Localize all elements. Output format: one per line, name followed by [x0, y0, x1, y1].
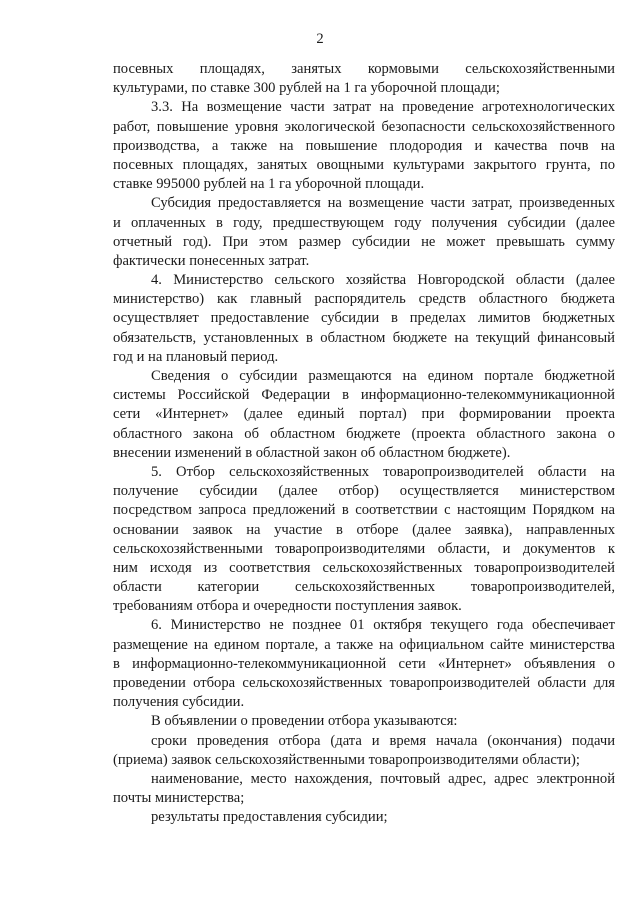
paragraph-p-5	[113, 463, 615, 617]
paragraph-p-terms	[113, 732, 615, 770]
text-line: требованиям отбора и очередности поступления заявок.	[113, 598, 462, 615]
paragraph-p-cont-3-2	[113, 60, 615, 98]
paragraph-p-announce	[113, 712, 615, 731]
text-line: 5. Отбор сельскохозяйственных товаропроизводителей области на	[151, 463, 615, 480]
text-line: работ, повышение уровня экологической безопасности сельскохозяйственного	[113, 118, 615, 135]
text-line: (приема) заявок сельскохозяйственными товаропроизводителями области);	[113, 751, 580, 768]
text-line: культурами, по ставке 300 рублей на 1 га уборочной площади;	[113, 80, 500, 97]
text-line: ставке 995000 рублей на 1 га уборочной площади.	[113, 176, 425, 193]
text-line: проведении отбора сельскохозяйственных товаропроизводителей области для	[113, 675, 615, 691]
text-line: сети «Интернет» (далее единый портал) при формировании проекта	[113, 406, 615, 423]
text-line: размещение на едином портале, а также на официальном сайте министерства	[113, 636, 615, 653]
text-line: министерство) как главный распорядитель средств областного бюджета	[113, 291, 615, 308]
text-line: 3.3. На возмещение части затрат на проведение агротехнологических	[151, 99, 615, 116]
text-line: получения субсидии.	[113, 694, 245, 711]
paragraph-p-3-3	[113, 98, 615, 194]
text-line: 6. Министерство не позднее 01 октября текущего года обеспечивает	[151, 617, 615, 634]
paragraph-p-results	[113, 808, 615, 827]
text-line: Субсидия предоставляется на возмещение части затрат, произведенных	[151, 195, 615, 212]
page-number: 2	[316, 31, 324, 47]
text-line: посредством запроса предложений в соответствии с настоящим Порядком на	[113, 502, 615, 519]
text-line: отчетный год). При этом размер субсидии не может превышать сумму	[113, 233, 615, 250]
text-line: основании заявок на участие в отборе (далее заявка), направленных	[113, 521, 615, 538]
text-line: посевных площадях, занятых кормовыми сельскохозяйственными	[113, 61, 615, 77]
text-line: фактически понесенных затрат.	[113, 252, 310, 269]
paragraph-p-info	[113, 367, 615, 463]
text-line: В объявлении о проведении отбора указываются:	[151, 713, 458, 730]
text-line: сроки проведения отбора (дата и время начала (окончания) подачи	[151, 732, 615, 749]
text-line: ним исходя из соответствия сельскохозяйственных товаропроизводителей	[113, 559, 615, 576]
paragraph-p-4	[113, 271, 615, 367]
paragraph-p-name	[113, 770, 615, 808]
text-line: посевных площадях, занятых овощными культурами закрытого грунта, по	[113, 156, 615, 173]
text-line: осуществляет предоставление субсидии в пределах лимитов бюджетных	[113, 310, 615, 327]
text-line: почты министерства;	[113, 790, 245, 807]
text-line: системы Российской Федерации в информационно-телекоммуникационной	[113, 387, 615, 404]
text-line: в информационно-телекоммуникационной сети «Интернет» объявления о	[113, 655, 615, 672]
text-line: производства, а также на повышение плодородия и качества почв на	[113, 137, 615, 154]
text-line: результаты предоставления субсидии;	[151, 809, 388, 826]
text-line: сельскохозяйственными товаропроизводителями области, и документов к	[113, 540, 615, 557]
text-line: внесении изменений в областной закон об областном бюджете).	[113, 444, 511, 461]
paragraph-p-6	[113, 616, 615, 712]
text-line: областного закона об областном бюджете (проекта областного закона о	[113, 425, 615, 442]
text-line: обязательств, установленных в областном бюджете на текущий финансовый	[113, 329, 615, 346]
text-line: 4. Министерство сельского хозяйства Новгородской области (далее	[151, 272, 615, 289]
text-line: области категории сельскохозяйственных товаропроизводителей,	[113, 579, 615, 596]
text-line: год и на плановый период.	[113, 348, 279, 365]
text-line: и оплаченных в году, предшествующем году получения субсидии (далее	[113, 214, 615, 231]
text-line: получение субсидии (далее отбор) осуществляется министерством	[113, 483, 615, 500]
paragraph-p-subsidy	[113, 194, 615, 271]
text-line: наименование, место нахождения, почтовый адрес, адрес электронной	[151, 770, 615, 787]
document-body	[113, 60, 615, 828]
text-line: Сведения о субсидии размещаются на едином портале бюджетной	[151, 368, 615, 384]
